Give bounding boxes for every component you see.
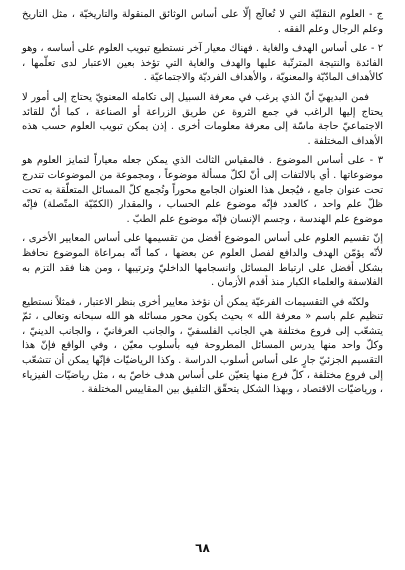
paragraph-obvious-needs: فمن البديهيّ أنّ الذي يرغب في معرفة السبيل إلى تكامله المعنويّ يحتاج إلى أمور لا يحتاج إليها الراغب في جمع الثروة عن طريق الزراعة أو الصناعة ، كما أنّ للقائد الاجتماعيّ حاجة ماسّة إلى معرفة معلومات أخرى . إذن يمكن تبويب العلوم حسب هذه الأهداف المختلفة . [22,91,383,147]
paragraph-traditional-sciences: ج - العلوم النقليّة التي لا تُعالَج إلّا على أساس الوثائق المنقولة والتاريخيّة ، مثل التاريخ وعلم الرجال وعلم الفقه . [22,9,383,35]
paragraph-criterion-goal: ٢ - على أساس الهدف والغاية . فهناك معيار آخر نستطيع تبويب العلوم على أساسه ، وهو الفائدة والنتيجة المترتّبة عليها والهدف والغاية التي تؤخذ بعين الاعتبار لدى تعلّمها ، كالأهداف المادّيّة والمعنويّة ، والأهداف الفرديّة والاجتماعيّة . [22,43,383,84]
paragraph-sub-divisions: ولكنّه في التقسيمات الفرعيّة يمكن أن نؤخذ معايير أخرى بنظر الاعتبار ، فمثلاً نستطيع تنظيم علم باسم « معرفة الله » بحيث يكون محور مسائله هو الله سبحانه وتعالى ، ثمّ يتشعّب إلى فروع مختلفة هي الجانب الفلسفيّ ، والجانب العرفانيّ ، والجانب الدينيّ ، وكلّ واحد منها يدرس المسائل المطروحة فيه بأسلوب معيّن ، وفي الواقع فإنّ هذا التقسيم الجزئيّ جارٍ على أساس أسلوب الدراسة . وكذا الرياضيّات فإنّها يمكن أن تتشعّب إلى فروع مختلفة ، كلّ فرع منها يتعيّن على أساس هدف خاصّ به ، مثل رياضيّات الفيزياء ، ورياضيّات الاقتصاد ، وبهذا الشكل يتحقّق التلفيق بين المقاييس المختلفة . [22,296,383,396]
page-number: ٦٨ [195,541,210,555]
page-body [22,8,383,543]
paragraph-subject-division-preferred: إنّ تقسيم العلوم على أساس الموضوع أفضل من تقسيمها على أساس المعايير الأخرى ، لأنّه يؤمّن الهدف والدافع لفصل العلوم عن بعضها ، كما أنّه بمراعاة الموضوع نحافظ بشكل أفضل على ارتباط المسائل وانسجامها الداخليّ وترتيبها ، ومن هنا فقد التزم به الفلاسفة والعلماء الكبار منذ أقدم الأزمان . [22,233,383,289]
paragraph-criterion-subject: ٣ - على أساس الموضوع . فالمقياس الثالث الذي يمكن جعله معياراً لتمايز العلوم هو موضوعاتها . أي بالالتفات إلى أنّ لكلّ مسألة موضوعاً ، ومجموعة من الموضوعات تندرج تحت عنوان جامع ، فيُجعل هذا العنوان الجامع محوراً وتُجمع كلّ المسائل المتعلّقة به تحت ظلّ علم واحد ، كالعدد فإنّه موضوع علم الحساب ، والمقدار (الكمّيّة المتّصلة) فإنّه موضوع علم الهندسة ، وجسم الإنسان فإنّه موضوع علم الطبّ . [22,155,383,225]
